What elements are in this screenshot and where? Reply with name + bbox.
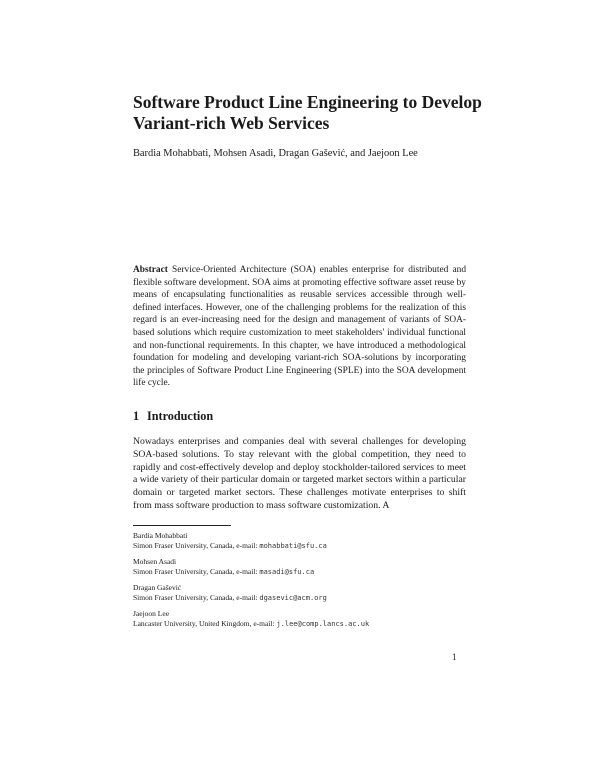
- abstract-text: Service-Oriented Architecture (SOA) enables enterprise for distributed and flexible software development. SOA aims at promoting effective software asset reuse by means of encapsulating functionalities as reusable services accessible through well-defined interfaces. However, one of the challenging problems for the realization of this regard is an ever-increasing need for the design and management of variants of SOA-based solutions which require customization to meet stakeholders' individual functional and non-functional requirements. In this chapter, we have introduced a methodological foundation for modeling and developing variant-rich SOA-solutions by incorporating the principles of Software Product Line Engineering (SPLE) into the SOA development life cycle.: [133, 265, 467, 389]
- footnote-divider: [133, 525, 231, 526]
- affiliation-email[interactable]: masadi@sfu.ca: [259, 568, 315, 577]
- abstract: [133, 264, 466, 390]
- affiliation-name: Jaejoon Lee: [133, 608, 170, 618]
- affiliation-name: Dragan Gašević: [133, 582, 182, 592]
- section-heading: [133, 409, 213, 424]
- affiliation-email[interactable]: j.lee@comp.lancs.ac.uk: [276, 620, 370, 629]
- author-list: Bardia Mohabbati, Mohsen Asadi, Dragan Gašević, and Jaejoon Lee: [133, 148, 418, 159]
- affiliation-org: Simon Fraser University, Canada, e-mail:: [133, 567, 258, 577]
- paper-title: Software Product Line Engineering to Develop Variant-rich Web Services: [133, 92, 482, 133]
- affiliation-name: Bardia Mohabbati: [133, 531, 188, 540]
- abstract-label: Abstract: [133, 265, 168, 275]
- introduction-paragraph: Nowadays enterprises and companies deal with several challenges for developing SOA-based solutions. To stay relevant with the global competition, they need to rapidly and cost-effectively develop and deploy stockholder-tailored services to meet a wide variety of their particular domain or targeted market sectors within a particular domain or targeted market sectors. These challenges motivate enterprises to shift from mass software production to mass software customization. A: [133, 436, 466, 511]
- affiliation-org: Lancaster University, United Kingdom, e-mail:: [133, 619, 275, 629]
- author-affiliations: [133, 531, 369, 635]
- affiliation-org: Simon Fraser University, Canada, e-mail:: [133, 541, 258, 551]
- affiliation-email[interactable]: dgasevic@acm.org: [259, 594, 327, 603]
- affiliation-entry: [133, 531, 369, 552]
- page-number: 1: [452, 652, 457, 662]
- affiliation-org: Simon Fraser University, Canada, e-mail:: [133, 593, 258, 603]
- section-title: Introduction: [147, 409, 214, 423]
- affiliation-entry: [133, 609, 369, 630]
- affiliation-name: Mohsen Asadi: [133, 556, 177, 566]
- affiliation-email[interactable]: mohabbati@sfu.ca: [259, 542, 327, 551]
- section-number: 1: [133, 409, 140, 423]
- affiliation-entry: [133, 557, 369, 578]
- affiliation-entry: [133, 583, 369, 604]
